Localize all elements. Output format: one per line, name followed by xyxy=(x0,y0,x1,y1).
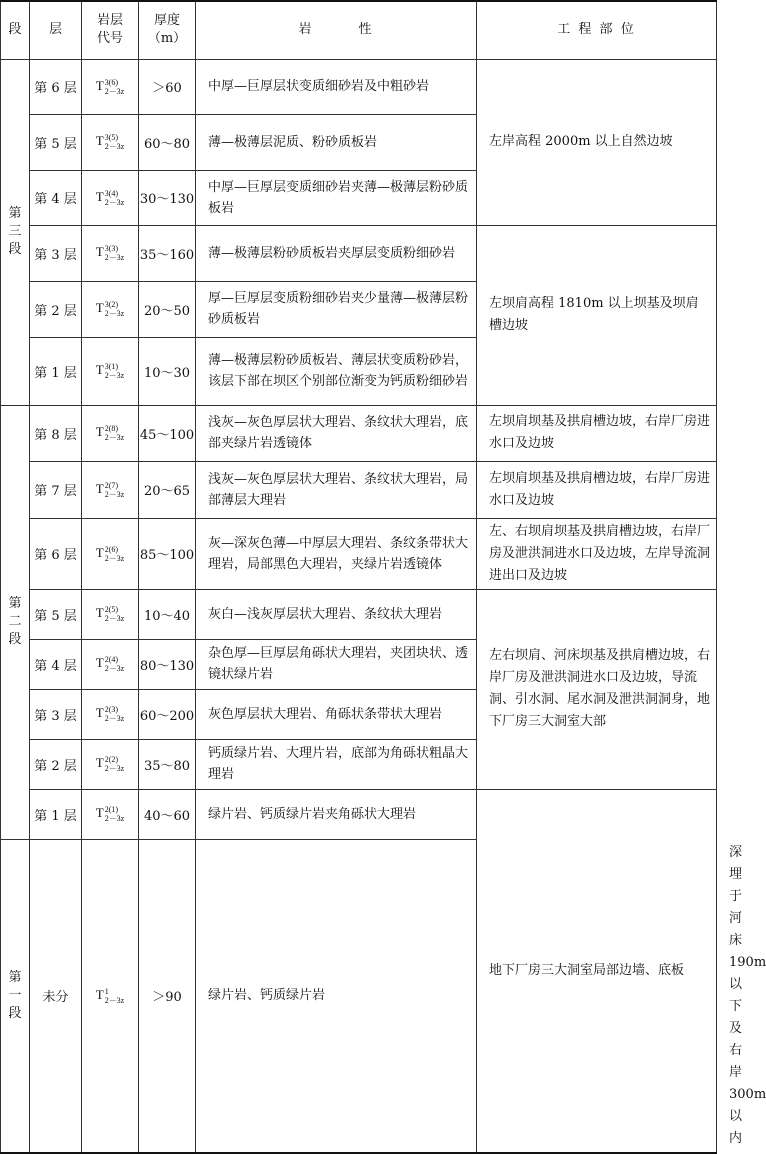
rock-code-cell xyxy=(82,639,139,689)
code-superscript: 2(8) xyxy=(104,424,119,433)
layer-cell: 第 3 层 xyxy=(30,689,82,739)
thickness-cell: 30～130 xyxy=(139,170,196,225)
lithology-cell: 浅灰—灰色厚层状大理岩、条纹状大理岩，底部夹绿片岩透镜体 xyxy=(196,405,477,461)
layer-cell: 第 5 层 xyxy=(30,589,82,639)
code-main: T xyxy=(95,480,104,496)
lithology-cell: 灰—深灰色薄—中厚层大理岩、条纹条带状大理岩，局部黑色大理岩，夹绿片岩透镜体 xyxy=(196,518,477,589)
lithology-cell: 薄—极薄层粉砂质板岩、薄层状变质粉砂岩，该层下部在坝区个别部位渐变为钙质粉细砂岩 xyxy=(196,337,477,405)
code-main: T xyxy=(95,544,104,560)
code-main: T xyxy=(95,423,104,439)
code-superscript: 3(3) xyxy=(104,244,119,253)
header-lithology: 岩 性 xyxy=(196,1,477,59)
header-thickness: 厚度 （m） xyxy=(139,1,196,59)
layer-cell: 第 3 层 xyxy=(30,225,82,281)
code-main: T xyxy=(95,804,104,820)
table-row xyxy=(1,405,717,461)
layer-cell: 第 5 层 xyxy=(30,114,82,170)
code-subscript: 2－3z xyxy=(104,371,125,380)
rock-code-cell xyxy=(82,461,139,518)
lithology-cell: 浅灰—灰色厚层状大理岩、条纹状大理岩，局部薄层大理岩 xyxy=(196,461,477,518)
segment-char: 第 xyxy=(8,969,22,985)
code-subscript: 2－3z xyxy=(104,86,125,96)
table-row xyxy=(1,589,717,639)
rock-code-cell xyxy=(82,114,139,170)
code-main: T xyxy=(95,604,104,620)
table-row: 第 一 段 未分 T 1 2－3z ＞90 绿片岩、钙质绿片岩 深埋于河床 190m 以下及右岸 300m 以内 xyxy=(1,839,717,1153)
code-subscript: 2－3z xyxy=(104,764,125,773)
rock-code-cell xyxy=(82,337,139,405)
segment-char: 一 xyxy=(8,987,22,1003)
lithology-cell: 厚—巨厚层变质粉细砂岩夹少量薄—极薄层粉砂质板岩 xyxy=(196,281,477,337)
header-layer: 层 xyxy=(30,1,82,59)
rock-code-cell xyxy=(82,739,139,789)
table-row xyxy=(1,225,717,281)
thickness-cell: ＞60 xyxy=(139,59,196,114)
thickness-cell: 35～160 xyxy=(139,225,196,281)
code-main: T xyxy=(95,188,104,204)
table-row xyxy=(1,789,717,839)
code-subscript: 2－3z xyxy=(104,142,125,151)
code-superscript: 3(6) xyxy=(104,77,119,87)
location-cell: 左、右坝肩坝基及拱肩槽边坡，右岸厂房及泄洪洞进水口及边坡，左岸导流洞进出口及边坡 xyxy=(477,518,717,589)
rock-code-cell xyxy=(82,789,139,839)
code-subscript: 2－3z xyxy=(104,197,125,207)
rock-code-cell xyxy=(82,405,139,461)
lithology-cell: 杂色厚—巨厚层角砾状大理岩，夹团块状、透镜状绿片岩 xyxy=(196,639,477,689)
code-superscript: 2(1) xyxy=(104,805,119,814)
thickness-cell: 60～200 xyxy=(139,689,196,739)
code-main: T xyxy=(95,361,104,377)
code-superscript: 3(1) xyxy=(104,362,119,371)
rock-code-cell xyxy=(82,225,139,281)
header-location: 工 程 部 位 xyxy=(477,1,717,59)
thickness-cell: 40～60 xyxy=(139,789,196,839)
thickness-cell: 10～30 xyxy=(139,337,196,405)
rock-code-cell xyxy=(82,689,139,739)
code-subscript: 2－3z xyxy=(104,995,125,1005)
rock-code-cell xyxy=(82,59,139,114)
thickness-cell: 45～100 xyxy=(139,405,196,461)
thickness-cell: 20～50 xyxy=(139,281,196,337)
table-row xyxy=(1,59,717,114)
table-row xyxy=(1,461,717,518)
code-superscript: 2(2) xyxy=(104,755,119,764)
code-subscript: 2－3z xyxy=(104,253,125,262)
code-subscript: 2－3z xyxy=(104,309,125,318)
code-subscript: 2－3z xyxy=(104,553,125,563)
header-row xyxy=(1,1,717,59)
segment-char: 三 xyxy=(8,224,22,239)
thickness-cell: 35～80 xyxy=(139,739,196,789)
lithology-cell: 薄—极薄层泥质、粉砂质板岩 xyxy=(196,114,477,170)
location-cell: 左坝肩高程 1810m 以上坝基及坝肩槽边坡 xyxy=(477,225,717,405)
code-superscript: 3(2) xyxy=(104,300,119,309)
code-subscript: 2－3z xyxy=(104,714,125,723)
segment-char: 段 xyxy=(8,1005,22,1021)
code-main: T xyxy=(95,77,104,93)
thickness-cell: 10～40 xyxy=(139,589,196,639)
code-subscript: 2－3z xyxy=(104,489,125,499)
lithology-cell: 中厚—巨厚层变质细砂岩夹薄—极薄层粉砂质板岩 xyxy=(196,170,477,225)
lithology-cell: 薄—极薄层粉砂质板岩夹厚层变质粉细砂岩 xyxy=(196,225,477,281)
code-superscript: 2(7) xyxy=(104,480,119,490)
code-superscript: 2(6) xyxy=(104,544,119,554)
segment-char: 段 xyxy=(8,242,22,257)
thickness-cell: ＞90 xyxy=(139,839,196,1153)
rock-code-cell xyxy=(82,170,139,225)
code-subscript: 2－3z xyxy=(104,433,125,442)
segment-char: 第 xyxy=(8,596,22,611)
layer-cell: 未分 xyxy=(30,839,82,1153)
code-subscript: 2－3z xyxy=(104,614,125,623)
code-superscript: 3(5) xyxy=(104,133,119,142)
layer-cell: 第 6 层 xyxy=(30,59,82,114)
thickness-cell: 80～130 xyxy=(139,639,196,689)
layer-cell: 第 6 层 xyxy=(30,518,82,589)
code-main: T xyxy=(95,754,104,770)
lithology-cell: 钙质绿片岩、大理片岩，底部为角砾状粗晶大理岩 xyxy=(196,739,477,789)
location-cell: 左岸高程 2000m 以上自然边坡 xyxy=(477,59,717,225)
location-cell: 左右坝肩、河床坝基及拱肩槽边坡，右岸厂房及泄洪洞进水口及边坡，导流洞、引水洞、尾水洞及泄洪洞洞身，地下厂房三大洞室大部 xyxy=(477,589,717,789)
layer-cell: 第 2 层 xyxy=(30,739,82,789)
layer-cell: 第 1 层 xyxy=(30,337,82,405)
code-superscript: 3(4) xyxy=(104,188,119,198)
code-main: T xyxy=(95,299,104,315)
segment-cell xyxy=(1,59,30,405)
lithology-cell: 灰色厚层状大理岩、角砾状条带状大理岩 xyxy=(196,689,477,739)
layer-cell: 第 4 层 xyxy=(30,170,82,225)
layer-cell: 第 4 层 xyxy=(30,639,82,689)
code-superscript: 1 xyxy=(104,986,109,996)
rock-code-cell xyxy=(82,839,139,1153)
thickness-cell: 20～65 xyxy=(139,461,196,518)
header-code: 岩层 代号 xyxy=(82,1,139,59)
thickness-cell: 60～80 xyxy=(139,114,196,170)
code-main: T xyxy=(95,986,104,1002)
thickness-cell: 85～100 xyxy=(139,518,196,589)
rock-code-cell xyxy=(82,281,139,337)
code-subscript: 2－3z xyxy=(104,664,125,673)
lithology-cell: 中厚—巨厚层状变质细砂岩及中粗砂岩 xyxy=(196,59,477,114)
rock-code-cell xyxy=(82,518,139,589)
segment-char: 段 xyxy=(8,632,22,647)
layer-cell: 第 2 层 xyxy=(30,281,82,337)
code-superscript: 2(4) xyxy=(104,655,119,664)
layer-cell: 第 1 层 xyxy=(30,789,82,839)
location-cell: 左坝肩坝基及拱肩槽边坡，右岸厂房进水口及边坡 xyxy=(477,461,717,518)
code-main: T xyxy=(95,704,104,720)
table-row xyxy=(1,518,717,589)
code-superscript: 2(3) xyxy=(104,705,119,714)
code-main: T xyxy=(95,132,104,148)
layer-cell: 第 8 层 xyxy=(30,405,82,461)
code-superscript: 2(5) xyxy=(104,605,119,614)
location-cell: 地下厂房三大洞室局部边墙、底板 xyxy=(477,789,717,1153)
segment-char: 二 xyxy=(8,614,22,629)
lithology-cell: 灰白—浅灰厚层状大理岩、条纹状大理岩 xyxy=(196,589,477,639)
code-main: T xyxy=(95,654,104,670)
segment-cell xyxy=(1,839,30,1153)
lithology-cell: 绿片岩、钙质绿片岩 xyxy=(196,839,477,1153)
lithology-cell: 绿片岩、钙质绿片岩夹角砾状大理岩 xyxy=(196,789,477,839)
rock-code-cell xyxy=(82,589,139,639)
header-segment: 段 xyxy=(1,1,30,59)
code-main: T xyxy=(95,243,104,259)
code-subscript: 2－3z xyxy=(104,814,125,823)
layer-cell: 第 7 层 xyxy=(30,461,82,518)
location-cell: 左坝肩坝基及拱肩槽边坡，右岸厂房进水口及边坡 xyxy=(477,405,717,461)
segment-cell xyxy=(1,405,30,839)
segment-char: 第 xyxy=(8,206,22,221)
